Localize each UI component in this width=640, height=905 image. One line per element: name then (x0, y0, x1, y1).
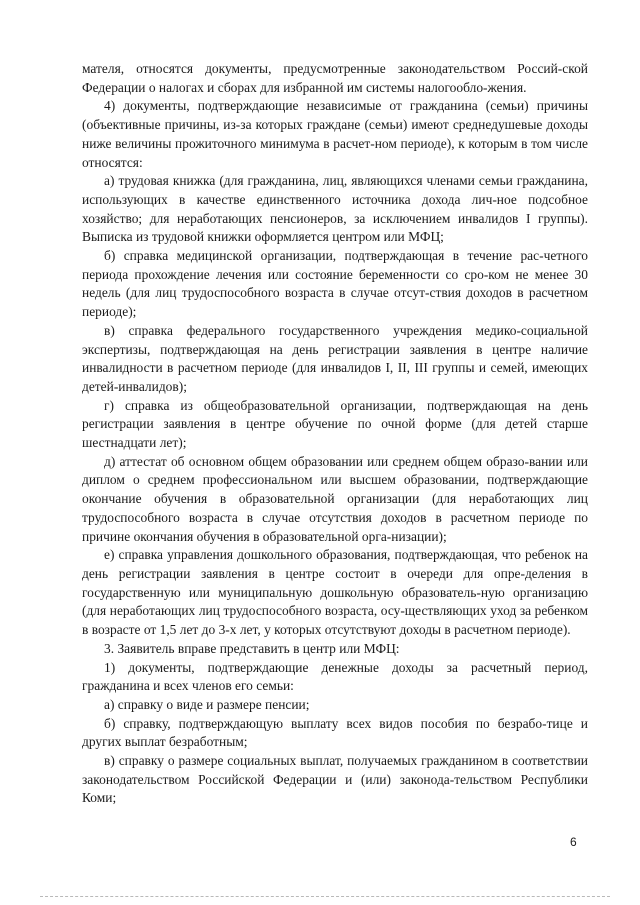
paragraph-continuation: мателя, относятся документы, предусмотренные законодательством Россий-ской Федерации о налогах и сборах для избранной им системы налогообло-жения. (82, 61, 588, 95)
paragraph-item-g: г) справка из общеобразовательной организации, подтверждающая на день регистрации заявления в центре обучение по очной форме (для детей старше шестнадцати лет); (82, 397, 588, 451)
paragraph-item-d: д) аттестат об основном общем образовании или среднем общем образо-вании или диплом о среднем профессиональном или высшем образовании, подтверждающие окончание обучения в образовательной организации (для неработающих лиц трудоспособного возраста в случае отсутствия доходов в расчетном периоде по причине окончания обучения в образовательной орга-низации); (82, 453, 588, 544)
paragraph-item-b-unemployment: б) справку, подтверждающую выплату всех видов пособия по безрабо-тице и других выплат безработным; (82, 715, 588, 750)
document-body (82, 60, 588, 808)
paragraph-item-1: 1) документы, подтверждающие денежные доходы за расчетный период, гражданина и всех членов его семьи: (82, 659, 588, 694)
paragraph-section-3: 3. Заявитель вправе представить в центр или МФЦ: (104, 640, 400, 656)
paragraph-item-b: б) справка медицинской организации, подтверждающая в течение рас-четного периода прохождение лечения или состояние беременности со сро-ком не менее 30 недель (для лиц трудоспособного возраста в случае отсут-ствия доходов в расчетном периоде); (82, 248, 588, 320)
paragraph-item-a-pension: а) справку о виде и размере пенсии; (104, 696, 310, 712)
paragraph-item-e: е) справка управления дошкольного образования, подтверждающая, что ребенок на день регистрации заявления в центре состоит в очереди для опре-деления в государственную или муниципальную дошкольную образователь-ную организацию (для неработающих лиц трудоспособного возраста, осу-ществляющих уход за ребенком в возрасте от 1,5 лет до 3-х лет, у которых отсутствуют доходы в расчетном периоде). (82, 547, 588, 638)
bottom-divider (40, 896, 610, 897)
page-number: 6 (570, 835, 577, 849)
paragraph-item-v: в) справка федерального государственного учреждения медико-социальной экспертизы, подтверждающая на день регистрации заявления в центре наличие инвалидности в расчетном периоде (для инвалидов I, II, III группы и семей, имеющих детей-инвалидов); (82, 322, 588, 394)
paragraph-item-a: а) трудовая книжка (для гражданина, лиц, являющихся членами семьи гражданина, использующих в качестве единственного источника дохода лич-ное подсобное хозяйство; для неработающих пенсионеров, за исключением инвалидов I группы). Выписка из трудовой книжки оформляется центром или МФЦ; (82, 173, 588, 245)
paragraph-item-v-social: в) справку о размере социальных выплат, получаемых гражданином в соответствии законодательством Российской Федерации и (или) законода-тельством Республики Коми; (82, 753, 588, 806)
paragraph-item-4: 4) документы, подтверждающие независимые от гражданина (семьи) причины (объективные причины, из-за которых граждане (семьи) имеют среднедушевые доходы ниже величины прожиточного минимума в расчет-ном периоде), к которым в том числе относятся: (82, 98, 588, 170)
